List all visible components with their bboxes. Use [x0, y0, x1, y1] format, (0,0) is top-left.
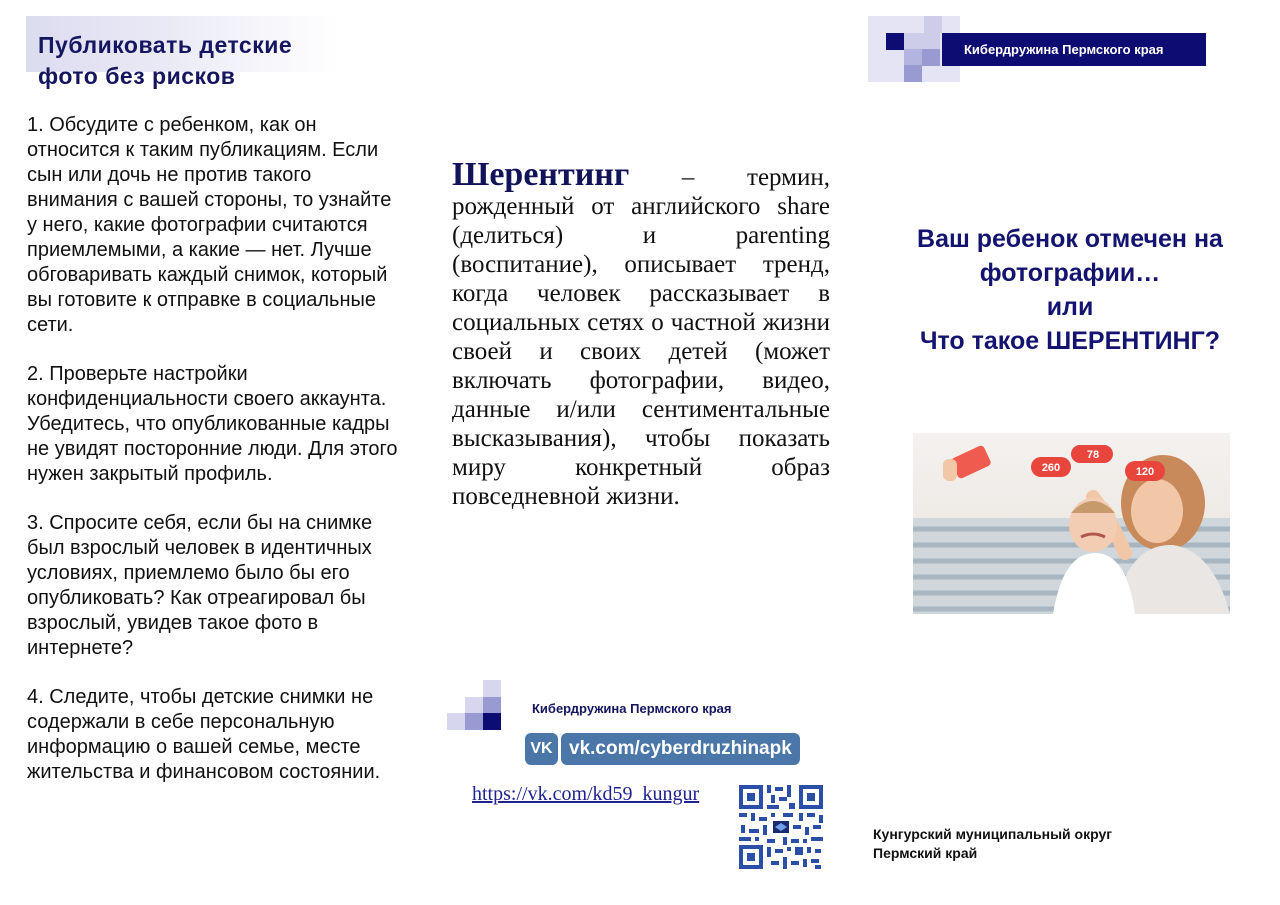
tips-list — [27, 113, 399, 809]
tip-item-2: 2. Проверьте настройки конфиденциальности своего аккаунта. Убедитесь, что опубликованные кадры не увидят посторонние люди. Для этого нужен закрытый профиль. — [27, 363, 398, 485]
like-badge-3 — [1125, 461, 1165, 481]
cover-headline — [880, 222, 1260, 358]
vk-group-link[interactable]: https://vk.com/kd59_kungur — [472, 783, 700, 805]
tip-item-4: 4. Следите, чтобы детские снимки не содержали в себе персональную информацию о вашей семье, месте жительства и финансовом состоянии. — [27, 686, 381, 783]
tip-item-3: 3. Спросите себя, если бы на снимке был взрослый человек в идентичных условиях, приемлемо было бы его опубликовать? Как отреагировал бы взрослый, увидев такое фото в интернете? — [27, 512, 373, 659]
headline-line2: фотографии… — [979, 259, 1161, 287]
tips-title-line2: фото без рисков — [38, 63, 236, 89]
headline-line3: или — [1046, 293, 1094, 321]
tip-item-1: 1. Обсудите с ребенком, как он относится к таким публикациям. Если сын или дочь не против такого внимания с вашей стороны, то узнайте у него, какие фотографии считаются приемлемыми, а какие — нет. Лучше обговаривать каждый снимок, который вы готовите к отправке в социальные сети. — [27, 114, 392, 336]
headline-line1: Ваш ребенок отмечен на — [917, 225, 1223, 253]
footer-line2: Пермский край — [873, 845, 978, 861]
tips-title — [38, 30, 368, 92]
svg-text:260: 260 — [1041, 462, 1061, 474]
like-badge-2 — [1071, 445, 1113, 463]
brand-name-top: Кибердружина Пермского края — [942, 33, 1206, 66]
sharenting-term: Шерентинг — [452, 156, 630, 193]
definition-text: – термин, рожденный от английского share (делиться) и parenting (воспитание), описывает тренд, когда человек рассказывает в социальных сетях о частной жизни своей и своих детей (может включать фотографии, видео, данные и/или сентиментальные высказывания), чтобы показать миру конкретный образ повседневной жизни. — [452, 164, 830, 510]
qr-code[interactable] — [737, 783, 825, 871]
brand-name-middle: Кибердружина Пермского края — [532, 701, 732, 716]
sharenting-definition — [452, 156, 830, 511]
svg-text:120: 120 — [1135, 466, 1155, 478]
footer-line1: Кунгурский муниципальный округ — [873, 826, 1113, 842]
vk-badge[interactable] — [525, 733, 800, 765]
svg-text:78: 78 — [1086, 449, 1100, 461]
like-badge-1 — [1031, 457, 1071, 477]
vk-url[interactable]: vk.com/cyberdruzhinapk — [561, 733, 800, 765]
municipality-footer — [873, 825, 1112, 863]
headline-line4: Что такое ШЕРЕНТИНГ? — [919, 327, 1221, 355]
tips-title-line1: Публиковать детские — [38, 32, 293, 58]
vk-icon: VK — [525, 733, 558, 765]
brand-mosaic-logo — [447, 680, 503, 730]
selfie-photo — [913, 433, 1230, 614]
